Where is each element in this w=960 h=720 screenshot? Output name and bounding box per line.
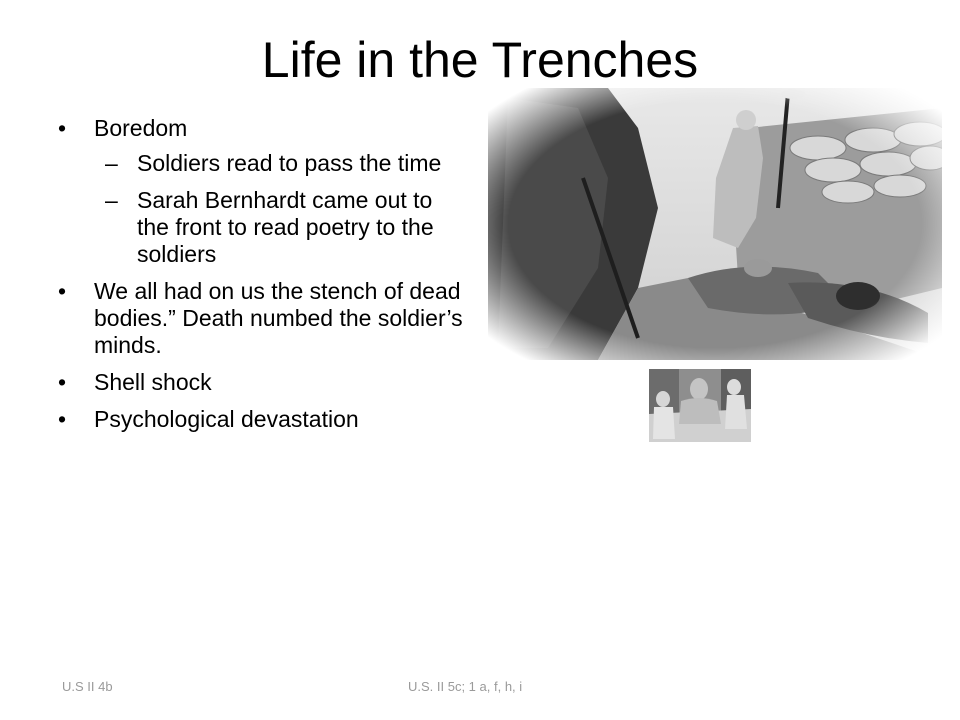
bullet-item (58, 115, 468, 268)
slide-title: Life in the Trenches (261, 32, 699, 88)
bullet-text: Psychological devastation (94, 406, 359, 432)
sub-bullet-text: Sarah Bernhardt came out to the front to read poetry to the soldiers (137, 187, 434, 267)
bullet-item (58, 278, 468, 359)
sub-bullet-item (58, 187, 468, 268)
wounded-soldier-photo (649, 369, 751, 442)
dash-icon: – (105, 150, 118, 176)
bullet-icon: • (58, 369, 67, 395)
dash-icon: – (105, 187, 118, 213)
bullet-icon: • (58, 278, 67, 304)
sub-bullet-text: Soldiers read to pass the time (137, 150, 442, 176)
bullet-item (58, 369, 468, 396)
bullet-list (58, 115, 468, 443)
bullet-icon: • (58, 115, 67, 141)
bullet-item (58, 406, 468, 433)
bullet-icon: • (58, 406, 67, 432)
footer-center: U.S. II 5c; 1 a, f, h, i (408, 679, 523, 694)
bullet-text: We all had on us the stench of dead bodies.” Death numbed the soldier’s minds. (94, 278, 463, 358)
sub-bullet-item (58, 150, 468, 177)
bullet-text: Boredom (94, 115, 188, 141)
bullet-text: Shell shock (94, 369, 212, 395)
trench-soldiers-photo (488, 88, 942, 360)
footer-left: U.S II 4b (62, 679, 113, 694)
